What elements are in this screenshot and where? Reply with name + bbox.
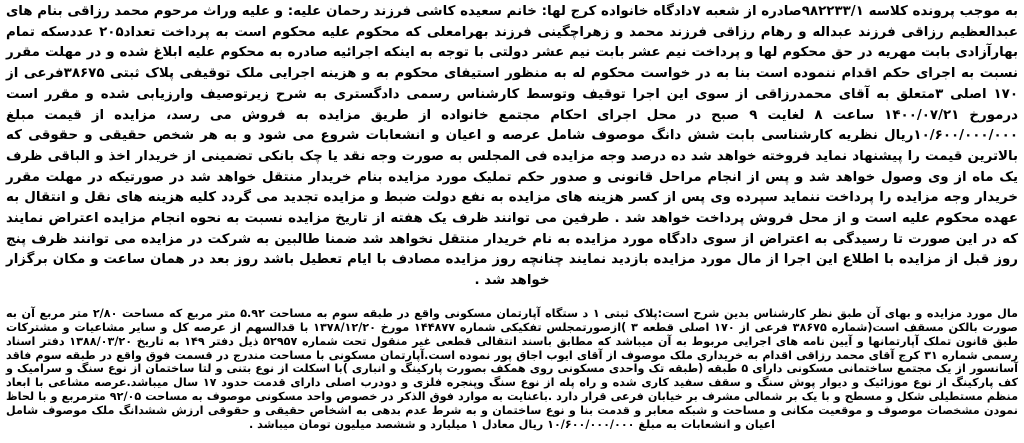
notice-paragraph-property-appraisal: مال مورد مزایده و بهای آن طبق نظر کارشناس بدین شرح است:پلاک ثبتی ۱ د ستگاه آپارتمان مسکونی واقع در طبقه سوم به مساحت ۵.۹۲ متر مربع که مساحت ۲/۸۰ متر مربع آن به صورت بالکن مسقف است(شماره ۳۸۶۷۵ فرعی از ۱۷۰ اصلی قطعه ۳ )ازصورتمجلس تفکیکی شماره ۱۴۴۸۷۷ مورخ ۱۳۷۸/۱۲/۲۰ با قدالسهم از عرصه کل و سایر مشاعیات و مشترکات طبق قانون تملک آپارتمانها و آیین نامه های اجرایی مربوط به آن میباشد که مطابق باسند انتقالی قطعی غیر منقول تحت شماره ۵۲۹۵۷ ذیل دفتر ۱۴۹ به تاریخ ۱۳۸۸/۰۳/۲۰ دفتر اسناد رسمی شماره ۳۱ کرج آقای محمد رزاقی اقدام به خریداری ملک موصوف از آقای ایوب اجاق پور نموده است.آپارتمان مسکونی با مساحت مندرج در قسمت فوق واقع در طبقه سوم فاقد آسانسور از یک مجتمع ساختمانی مسکونی دارای ۵ طبقه (طبقه تک واحدی مسکونی روی همکف بصورت پارکینگ و انباری )با اسکلت از نوع بتنی و لتا ساختمان از نوع سنگ و سرامیک و کف پارکینگ از نوع موزائیک و دیوار پوش سنگ و سقف سفید کاری شده و راه پله از نوع سنگ وپنجره فلزی و دودرب اصلی دارای قدمت حدود ۱۷ سال میباشد.عرصه مشاعی با ابعاد منظم مستطیلی شکل و مسطح و با یک بر شمالی مشرف بر خیابان فرعی قرار دارد .باعنایت به موارد فوق الذکر در خصوص واحد مسکونی موصوف به مساحت ۹۲/۰۵ مترمربع و با لحاظ نمودن مشخصات موصوف و موقعیت مکانی و مساحت و شبکه معابر و قدمت بنا و نوع ساختمان و به شرط عدم بدهی به اشخاص حقیقی و حقوقی ارزش ششدانگ ملک موصوف شامل اعیان و انشعابات به مبلغ ۱۰/۶۰۰/۰۰۰/۰۰۰ ریال معادل ۱ میلیارد و ششصد میلیون تومان میباشد . xyxy=(6,306,1019,432)
notice-paragraph-case-details: به موجب پرونده کلاسه ۹۸۲۲۳۳/۱صادره از شعبه ۷دادگاه خانواده کرج لها: خانم سعیده کاشی فرزند رحمان علیه: و علیه وراث مرحوم محمد رزاقی بنام های عبدالعظیم رزاقی فرزند عبداله و رهام رزاقی فرزند محمد و زهراچگینی فرزند بهرامعلی که محکوم علیه محکوم است به پرداخت تعداد۲۰۵ عددسکه تمام بهارآزادی بابت مهریه در حق محکوم لها و پرداخت نیم عشر بابت نیم عشر دولتی با توجه به اینکه اجرائیه صادره به محکوم علیه ابلاغ شده و در مهلت مقرر نسبت به اجرای حکم اقدام ننموده است بنا به در خواست محکوم له به منظور استیفای محکوم به و هزینه اجرایی ملک توقیفی پلاک ثبتی ۳۸۶۷۵فرعی از ۱۷۰ اصلی ۳متعلق به آقای محمدرزاقی از سوی این اجرا توقیف وتوسط کارشناس رسمی دادگستری به شرح زیرتوصیف وارزیابی شده و مقرر است درمورخ ۱۴۰۰/۰۷/۲۱ ساعت ۸ لغایت ۹ صبح در محل اجرای احکام مجتمع خانواده از طریق مزایده به فروش می رسد، مزایده از قیمت مبلغ ۱۰/۶۰۰/۰۰۰/۰۰۰ریال نظریه کارشناسی بابت شش دانگ موصوف شامل عرصه و اعیان و انشعابات شروع می شود و به هر شخص حقیقی و حقوقی که بالاترین قیمت را پیشنهاد نماید فروخته خواهد شد ده درصد وجه مزایده فی المجلس به صورت وجه نقد یا چک بانکی تضمینی از خریدار اخذ و الباقی ظرف یک ماه از وی وصول خواهد شد و پس از انجام مراحل قانونی و صدور حکم تملیک مورد مزایده بنام خریدار منتقل خواهد شد در صورتیکه در مهلت مقرر خریدار وجه مزایده را پرداخت ننماید سپرده وی پس از کسر هزینه های مزایده به نفع دولت ضبط و مزایده تجدید می گردد کلیه هزینه های نقل و انتقال به عهده محکوم علیه است و از محل فروش پرداخت خواهد شد . طرفین می توانند ظرف یک هفته از تاریخ مزایده نسبت به نحوه انجام مزایده اعتراض نمایند که در این صورت تا رسیدگی به اعتراض از سوی دادگاه مورد مزایده به نام خریدار منتقل نخواهد شد ضمنا طالبین به شرکت در مزایده می توانند ظرف پنج روز قبل از مزایده با اطلاع این اجرا از مال مورد مزایده بازدید نمایند چنانچه روز مزایده مصادف با ایام تعطیل باشد روز بعد در همان ساعت و مکان برگزار خواهد شد . xyxy=(6,4,1019,289)
